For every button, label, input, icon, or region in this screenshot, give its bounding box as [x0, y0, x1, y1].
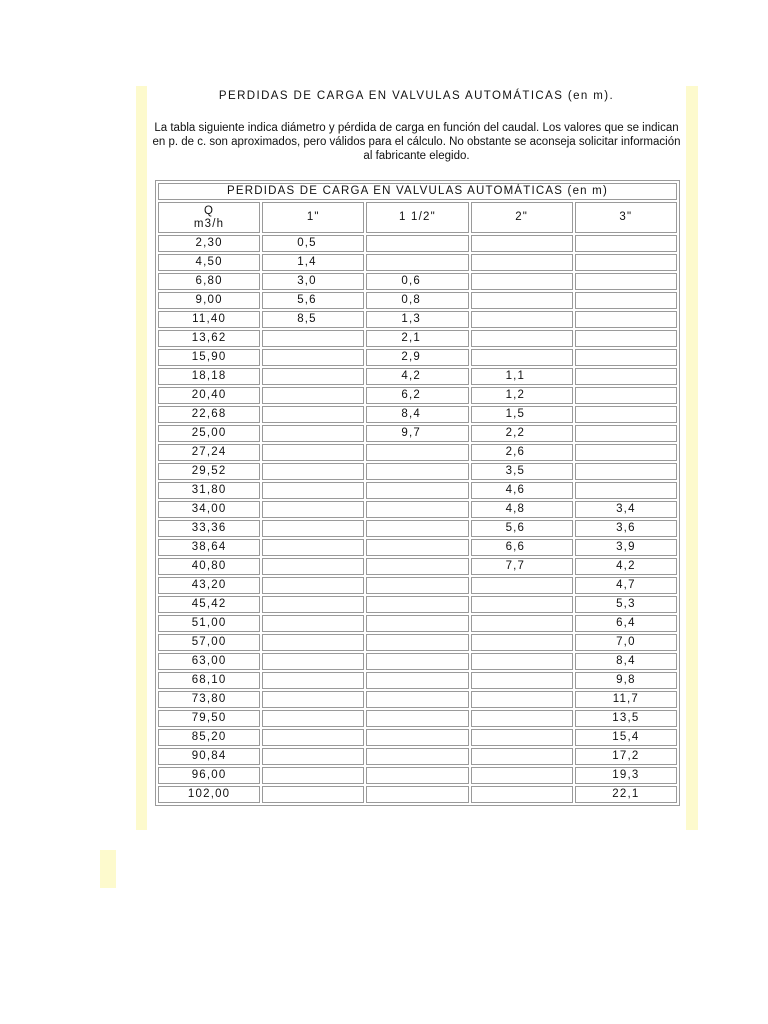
loss-cell-1-5in [366, 558, 468, 575]
table-row [158, 615, 677, 632]
loss-cell-3in [575, 368, 677, 385]
loss-cell-2in [471, 767, 573, 784]
loss-cell-3in: 15,4 [575, 729, 677, 746]
flow-cell: 102,00 [158, 786, 260, 803]
loss-cell-3in: 3,9 [575, 539, 677, 556]
flow-cell: 90,84 [158, 748, 260, 765]
table-row [158, 710, 677, 727]
loss-cell-1in [262, 672, 364, 689]
loss-cell-1in [262, 691, 364, 708]
loss-cell-3in: 11,7 [575, 691, 677, 708]
loss-cell-2in: 1,2 [471, 387, 573, 404]
loss-cell-3in: 19,3 [575, 767, 677, 784]
table-row [158, 425, 677, 442]
table-row [158, 387, 677, 404]
flow-cell: 11,40 [158, 311, 260, 328]
table-row [158, 444, 677, 461]
loss-cell-1-5in [366, 710, 468, 727]
loss-cell-3in: 3,6 [575, 520, 677, 537]
loss-cell-1-5in: 0,8 [366, 292, 468, 309]
flow-header-cell [158, 202, 260, 233]
loss-cell-2in [471, 729, 573, 746]
loss-cell-2in [471, 577, 573, 594]
loss-cell-1-5in [366, 444, 468, 461]
table-row [158, 748, 677, 765]
flow-cell: 18,18 [158, 368, 260, 385]
loss-cell-1in [262, 444, 364, 461]
loss-cell-1in: 5,6 [262, 292, 364, 309]
loss-cell-1-5in [366, 235, 468, 252]
bottom-highlight-bar [100, 850, 116, 888]
loss-cell-1in [262, 577, 364, 594]
flow-cell: 31,80 [158, 482, 260, 499]
loss-cell-2in [471, 634, 573, 651]
loss-cell-3in [575, 444, 677, 461]
table-row [158, 691, 677, 708]
loss-cell-3in: 6,4 [575, 615, 677, 632]
loss-cell-3in: 5,3 [575, 596, 677, 613]
loss-cell-3in: 17,2 [575, 748, 677, 765]
column-header-2in: 2" [471, 202, 573, 233]
loss-cell-1-5in [366, 653, 468, 670]
page-title: PERDIDAS DE CARGA EN VALVULAS AUTOMÁTICAS (en m). [218, 90, 615, 102]
loss-cell-1-5in [366, 463, 468, 480]
loss-cell-3in: 9,8 [575, 672, 677, 689]
flow-cell: 51,00 [158, 615, 260, 632]
loss-cell-1-5in: 2,9 [366, 349, 468, 366]
loss-cell-1-5in [366, 786, 468, 803]
loss-cell-2in: 5,6 [471, 520, 573, 537]
table-row [158, 596, 677, 613]
table-row [158, 273, 677, 290]
loss-cell-3in [575, 425, 677, 442]
loss-cell-1in [262, 710, 364, 727]
loss-cell-1in: 3,0 [262, 273, 364, 290]
loss-cell-1in [262, 615, 364, 632]
table-caption: PERDIDAS DE CARGA EN VALVULAS AUTOMÁTICAS (en m) [158, 183, 677, 200]
table-row [158, 463, 677, 480]
loss-cell-2in [471, 748, 573, 765]
loss-cell-2in: 3,5 [471, 463, 573, 480]
column-header-3in: 3" [575, 202, 677, 233]
loss-cell-2in [471, 615, 573, 632]
loss-cell-2in: 6,6 [471, 539, 573, 556]
loss-cell-3in [575, 292, 677, 309]
loss-cell-1-5in [366, 634, 468, 651]
loss-cell-1-5in: 1,3 [366, 311, 468, 328]
flow-cell: 96,00 [158, 767, 260, 784]
flow-cell: 33,36 [158, 520, 260, 537]
loss-cell-2in: 4,8 [471, 501, 573, 518]
table-row [158, 558, 677, 575]
loss-cell-1in [262, 653, 364, 670]
flow-header-unit: m3/h [193, 217, 225, 230]
loss-cell-1in [262, 767, 364, 784]
flow-cell: 6,80 [158, 273, 260, 290]
table-header-row [158, 202, 677, 233]
table-row [158, 672, 677, 689]
column-header-1in: 1" [262, 202, 364, 233]
flow-header-symbol: Q [204, 204, 215, 217]
loss-cell-1in [262, 729, 364, 746]
table-row [158, 786, 677, 803]
loss-cell-1in [262, 501, 364, 518]
loss-cell-1in [262, 387, 364, 404]
flow-cell: 29,52 [158, 463, 260, 480]
loss-cell-2in: 2,2 [471, 425, 573, 442]
loss-cell-1in: 8,5 [262, 311, 364, 328]
flow-cell: 22,68 [158, 406, 260, 423]
table-row [158, 482, 677, 499]
loss-cell-1-5in [366, 501, 468, 518]
loss-cell-3in [575, 273, 677, 290]
loss-cell-1-5in: 2,1 [366, 330, 468, 347]
loss-cell-2in [471, 786, 573, 803]
loss-cell-3in: 3,4 [575, 501, 677, 518]
table-row [158, 311, 677, 328]
flow-cell: 20,40 [158, 387, 260, 404]
loss-cell-3in [575, 311, 677, 328]
loss-cell-1in [262, 634, 364, 651]
loss-cell-2in [471, 349, 573, 366]
loss-cell-2in [471, 273, 573, 290]
loss-cell-3in: 4,2 [575, 558, 677, 575]
left-highlight-bar [136, 86, 147, 830]
loss-cell-1-5in [366, 767, 468, 784]
flow-cell: 25,00 [158, 425, 260, 442]
intro-paragraph: La tabla siguiente indica diámetro y pérdida de carga en función del caudal. Los valores que se indican en p. de c. son aproximados, pero válidos para el cálculo. No obstante se aconseja solicitar información al fabricante elegido. [152, 122, 681, 162]
loss-cell-1-5in [366, 691, 468, 708]
flow-cell: 4,50 [158, 254, 260, 271]
loss-cell-3in [575, 482, 677, 499]
table-row [158, 729, 677, 746]
loss-cell-3in: 8,4 [575, 653, 677, 670]
loss-cell-2in [471, 691, 573, 708]
loss-cell-2in [471, 596, 573, 613]
loss-cell-1-5in [366, 729, 468, 746]
table-row [158, 653, 677, 670]
loss-cell-3in [575, 463, 677, 480]
loss-cell-2in [471, 710, 573, 727]
loss-cell-1in [262, 406, 364, 423]
loss-cell-1-5in [366, 482, 468, 499]
loss-cell-2in: 7,7 [471, 558, 573, 575]
loss-cell-3in [575, 406, 677, 423]
loss-cell-2in [471, 653, 573, 670]
loss-cell-1-5in: 6,2 [366, 387, 468, 404]
loss-cell-1-5in: 9,7 [366, 425, 468, 442]
loss-cell-1-5in: 0,6 [366, 273, 468, 290]
loss-cell-1-5in [366, 539, 468, 556]
loss-cell-1-5in: 4,2 [366, 368, 468, 385]
table-row [158, 634, 677, 651]
table-row [158, 577, 677, 594]
table-row [158, 406, 677, 423]
flow-cell: 73,80 [158, 691, 260, 708]
flow-cell: 27,24 [158, 444, 260, 461]
loss-cell-2in [471, 235, 573, 252]
table-row [158, 330, 677, 347]
table-row [158, 368, 677, 385]
flow-cell: 45,42 [158, 596, 260, 613]
loss-cell-2in: 4,6 [471, 482, 573, 499]
loss-cell-1-5in [366, 520, 468, 537]
table-row [158, 254, 677, 271]
loss-cell-1in [262, 748, 364, 765]
flow-cell: 63,00 [158, 653, 260, 670]
loss-cell-2in: 1,1 [471, 368, 573, 385]
right-highlight-bar [686, 86, 698, 830]
column-header-1-5in: 1 1/2" [366, 202, 468, 233]
loss-cell-1in: 0,5 [262, 235, 364, 252]
loss-cell-1in [262, 330, 364, 347]
loss-cell-1in [262, 558, 364, 575]
flow-cell: 13,62 [158, 330, 260, 347]
loss-cell-3in [575, 235, 677, 252]
head-loss-table [155, 180, 680, 806]
flow-cell: 57,00 [158, 634, 260, 651]
loss-cell-1-5in: 8,4 [366, 406, 468, 423]
loss-cell-3in [575, 349, 677, 366]
loss-cell-1in [262, 425, 364, 442]
loss-cell-1in: 1,4 [262, 254, 364, 271]
loss-cell-1in [262, 596, 364, 613]
loss-cell-1in [262, 349, 364, 366]
loss-cell-2in [471, 330, 573, 347]
flow-cell: 38,64 [158, 539, 260, 556]
flow-cell: 15,90 [158, 349, 260, 366]
loss-cell-1in [262, 786, 364, 803]
loss-cell-3in: 7,0 [575, 634, 677, 651]
flow-cell: 2,30 [158, 235, 260, 252]
loss-cell-1in [262, 482, 364, 499]
flow-cell: 79,50 [158, 710, 260, 727]
loss-cell-1in [262, 368, 364, 385]
loss-cell-1in [262, 520, 364, 537]
table-row [158, 501, 677, 518]
flow-cell: 85,20 [158, 729, 260, 746]
loss-cell-2in [471, 311, 573, 328]
loss-cell-3in [575, 254, 677, 271]
loss-cell-2in: 1,5 [471, 406, 573, 423]
loss-cell-1-5in [366, 596, 468, 613]
loss-cell-3in: 4,7 [575, 577, 677, 594]
loss-cell-1-5in [366, 577, 468, 594]
table-row [158, 235, 677, 252]
loss-cell-1in [262, 539, 364, 556]
loss-cell-1-5in [366, 615, 468, 632]
table-row [158, 539, 677, 556]
table-body [158, 235, 677, 803]
loss-cell-2in [471, 254, 573, 271]
flow-cell: 34,00 [158, 501, 260, 518]
loss-cell-3in [575, 387, 677, 404]
loss-cell-1-5in [366, 748, 468, 765]
flow-cell: 9,00 [158, 292, 260, 309]
loss-cell-1in [262, 463, 364, 480]
loss-cell-1-5in [366, 672, 468, 689]
loss-cell-3in: 13,5 [575, 710, 677, 727]
loss-cell-1-5in [366, 254, 468, 271]
flow-cell: 68,10 [158, 672, 260, 689]
loss-cell-2in [471, 292, 573, 309]
loss-cell-3in [575, 330, 677, 347]
table-row [158, 520, 677, 537]
table-row [158, 292, 677, 309]
table-row [158, 349, 677, 366]
flow-cell: 43,20 [158, 577, 260, 594]
loss-cell-2in [471, 672, 573, 689]
flow-cell: 40,80 [158, 558, 260, 575]
table-row [158, 767, 677, 784]
loss-cell-3in: 22,1 [575, 786, 677, 803]
loss-cell-2in: 2,6 [471, 444, 573, 461]
